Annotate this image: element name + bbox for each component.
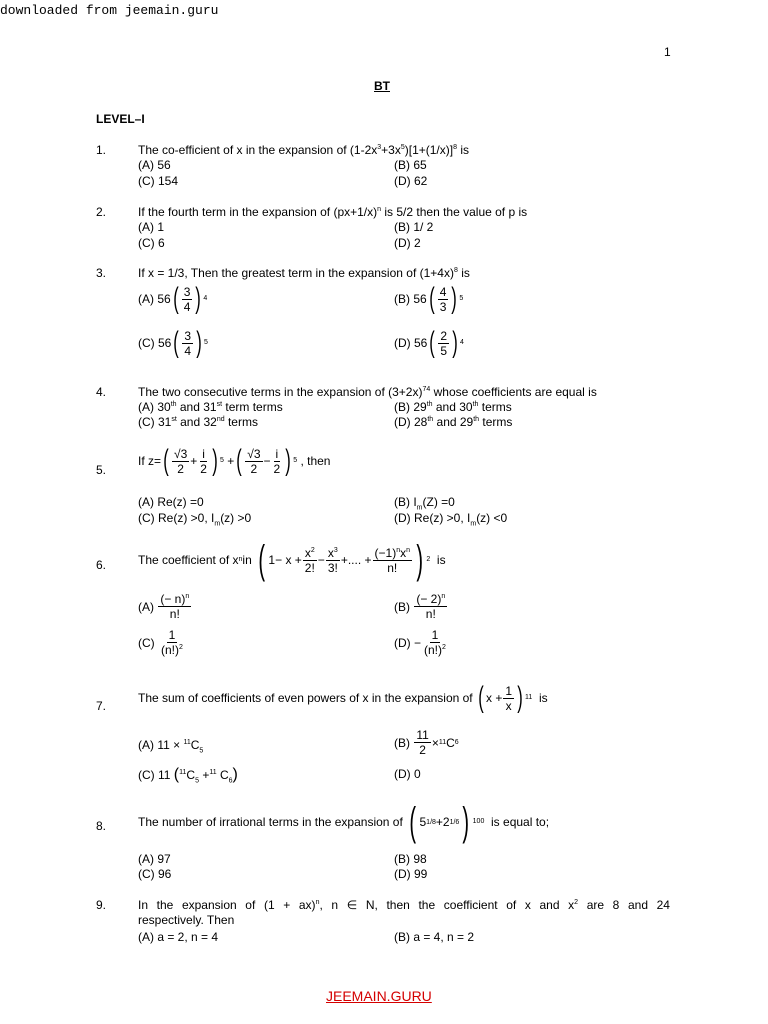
option-d: (D) 62: [394, 174, 428, 188]
option-a: (A) 97: [138, 852, 171, 866]
question-text: The coefficient of x n in ( 1− x + $\frac{x^2}{2!}$ − $\frac{x^3}{3!}$ +.... + $\frac{(-1)^nx^n}{n!}$ ) 2 is: [138, 538, 446, 582]
question-text: If z= ( $\frac{√3}{2}$ + $\frac{i}{2}$ ) 5 + ( $\frac{√3}{2}$ − $\frac{i}{2}$ ) 5 , then: [138, 444, 331, 477]
question-number: 1.: [96, 143, 107, 157]
option-d: (D) 56 ( $\frac{2}{5}$ ) 4: [394, 326, 464, 359]
option-c: (C) 11 ($^{11}C_5 +^{11}$ $C_6$): [138, 766, 238, 785]
question-number: 2.: [96, 205, 107, 219]
question-text: In the expansion of (1 + ax)$^n$, n ∈ N, then the coefficient of x and $x^2$ are 8 and 24: [138, 898, 670, 912]
question-text: If x = 1/3, Then the greatest term in the expansion of $(1+4x)^8$ is: [138, 266, 470, 280]
option-b: (B) $\frac{11}{2}$ × 11 C 6: [394, 728, 459, 757]
question-number: 9.: [96, 898, 107, 912]
option-a: (A) Re(z) =0: [138, 495, 204, 509]
option-a: (A) 56 ( $\frac{3}{4}$ ) 4: [138, 282, 208, 315]
option-a: (A) 1: [138, 220, 165, 234]
option-c: (C) 6: [138, 236, 165, 250]
option-d: (D) 28th and 29th terms: [394, 415, 513, 429]
option-a: (A) 30th and 31st term terms: [138, 400, 283, 414]
level-heading: LEVEL–I: [96, 112, 145, 126]
question-number: 6.: [96, 558, 107, 572]
source-watermark: downloaded from jeemain.guru: [0, 3, 219, 18]
question-text: The two consecutive terms in the expansion of $(3+2x)^{74}$ whose coefficients are equal is: [138, 385, 597, 399]
option-a: (A) $\frac{(- n)^n}{n!}$: [138, 592, 190, 621]
question-number: 5.: [96, 463, 107, 477]
option-d: (D) 0: [394, 767, 421, 781]
option-d: (D) 2: [394, 236, 421, 250]
option-a: (A) $11 \times ^{11}C_5$: [138, 738, 204, 755]
option-d: (D) Re(z) >0, $I_m(z) <0$: [394, 511, 508, 528]
option-b: (B) $I_m(Z) =0$: [394, 495, 455, 512]
question-text: If the fourth term in the expansion of $(px+1/x)^n$ is 5/2 then the value of p is: [138, 205, 528, 219]
option-b: (B) 29th and 30th terms: [394, 400, 512, 414]
option-b: (B) a = 4, n = 2: [394, 930, 475, 944]
page-title: BT: [374, 79, 390, 93]
option-b: (B) 98: [394, 852, 427, 866]
question-number: 3.: [96, 266, 107, 280]
question-text-continued: respectively. Then: [138, 913, 235, 927]
option-b: (B) 1/ 2: [394, 220, 434, 234]
question-text: The number of irrational terms in the expansion of ( 5 1/8 +2 1/6 ) 100 is equal to;: [138, 800, 550, 844]
option-d: (D) 99: [394, 867, 428, 881]
page-number: 1: [664, 45, 671, 59]
option-b: (B) 56 ( $\frac{4}{3}$ ) 5: [394, 282, 464, 315]
option-c: (C) 56 ( $\frac{3}{4}$ ) 5: [138, 326, 208, 359]
footer-link[interactable]: JEEMAIN.GURU: [326, 988, 432, 1004]
option-c: (C) 96: [138, 867, 172, 881]
option-b: (B) $\frac{(- 2)^n}{n!}$: [394, 592, 446, 621]
option-c: (C) Re(z) >0, $I_m(z) >0$: [138, 511, 252, 528]
option-c: (C) 154: [138, 174, 179, 188]
option-a: (A) 56: [138, 158, 171, 172]
option-a: (A) a = 2, n = 4: [138, 930, 219, 944]
option-b: (B) 65: [394, 158, 427, 172]
question-text: The sum of coefficients of even powers of x in the expansion of ( x + $\frac{1}{x}$ ) 11 is: [138, 681, 548, 714]
question-number: 4.: [96, 385, 107, 399]
option-d: (D) − $\frac{1}{(n!)^2}$: [394, 628, 446, 657]
question-number: 7.: [96, 699, 107, 713]
option-c: (C) $\frac{1}{(n!)^2}$: [138, 628, 183, 657]
question-text: The co-efficient of x in the expansion of $(1-2x^3+3x^5)[1+(1/x)]^8$ is: [138, 143, 470, 157]
question-number: 8.: [96, 819, 107, 833]
option-c: (C) 31st and 32nd terms: [138, 415, 258, 429]
